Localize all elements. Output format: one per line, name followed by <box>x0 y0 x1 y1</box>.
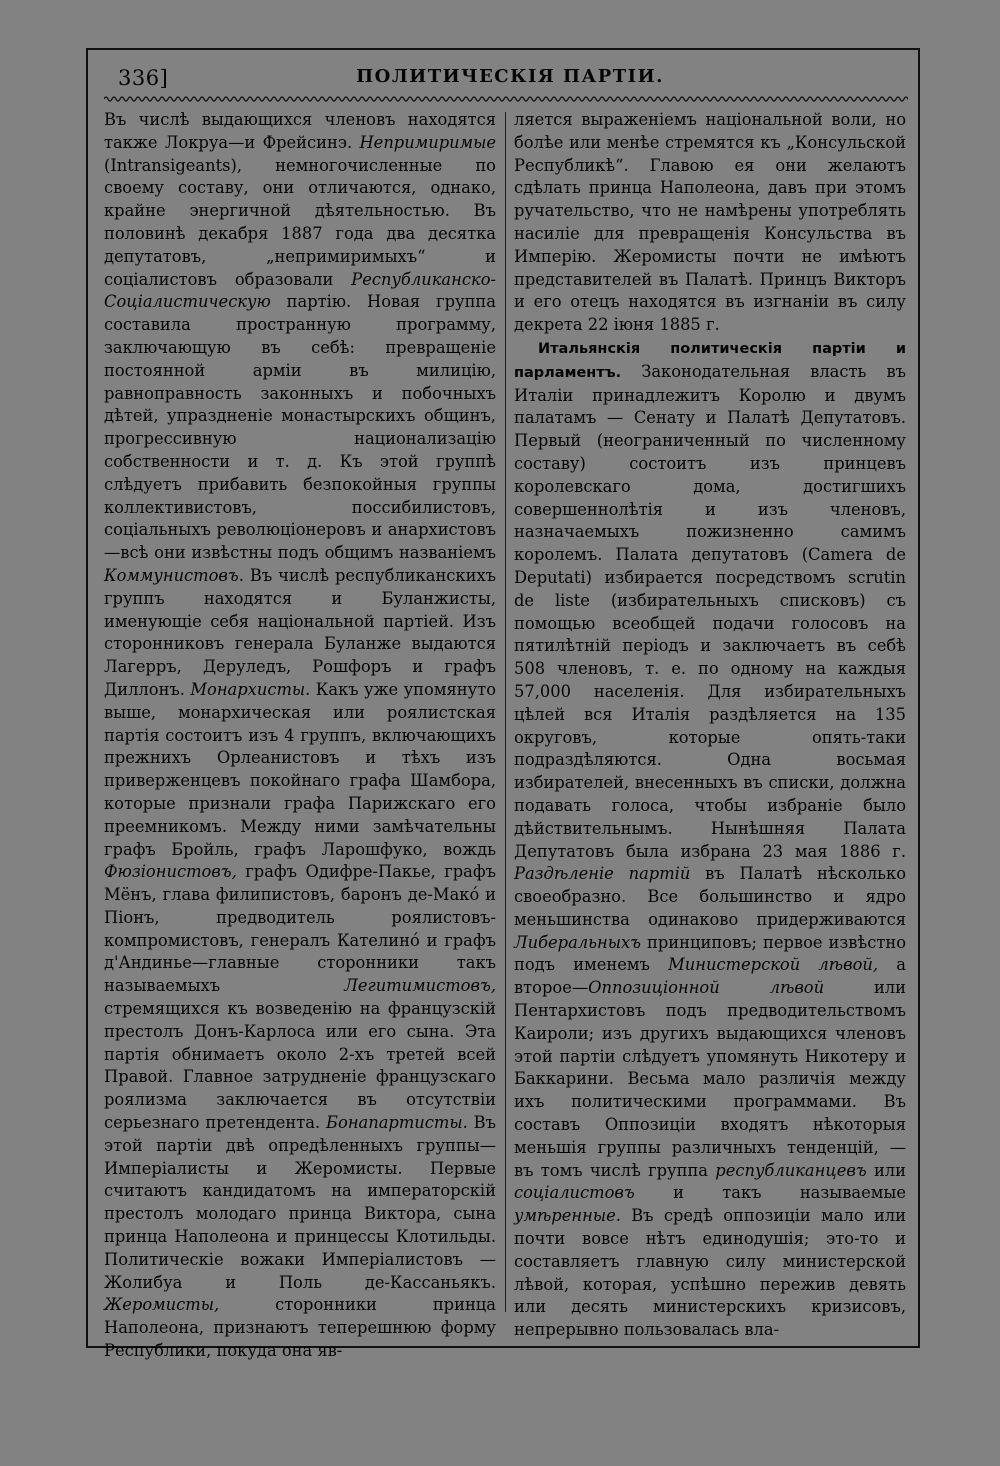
italic-term: Бонапартисты. <box>326 1113 468 1133</box>
page-title: ПОЛИТИЧЕСКIЯ ПАРТIИ. <box>356 66 664 87</box>
text-run: принциповъ; первое извѣстно подъ именемъ <box>514 932 906 975</box>
right-column <box>514 109 906 1342</box>
text-run: или Пентархистовъ подъ предводительствомъ Каироли; изъ другихъ выдающихся членовъ этой партiи слѣдуетъ упомянуть Никотеру и Баккарини. Весьма мало различiя между ихъ политическими программами. Въ составъ Оппозицiи входятъ нѣкоторыя меньшiя группы различныхъ тенденцiй, — въ томъ числѣ группа <box>514 978 906 1180</box>
right-paragraph <box>514 337 906 1342</box>
text-run: Въ этой партiи двѣ опредѣленныхъ группы—Имперiалисты и Жеромисты. Первые считаютъ кандидатомъ на императорскiй престолъ молодаго принца Виктора, сына принца Наполеона и принцессы Клотильды. Политическiе вожаки Имперiалистовъ — Жолибуа и Поль де-Кассаньякъ. <box>104 1113 496 1292</box>
wavy-rule <box>104 94 908 104</box>
text-run: а второе— <box>514 955 906 998</box>
text-run: партiю. Новая группа составила пространную программу, заключающую въ себѣ: превращенiе постоянной армiи въ милицiю, равноправность законныхъ и побочныхъ дѣтей, упраздненiе монастырскихъ общинъ, прогрессивную национализацiю собственности и т. д. Къ этой группѣ слѣдуетъ прибавить безпокойныя группы коллективистовъ, поссибилистовъ, соцiальныхъ революцiонеровъ и анархистовъ—всѣ они извѣстны подъ общимъ названiемъ <box>104 292 496 563</box>
italic-term: Жеромисты, <box>104 1295 220 1315</box>
italic-term: Фюзiонистовъ, <box>104 862 237 882</box>
left-paragraph <box>104 109 496 1363</box>
italic-term: Непримиримые <box>359 132 496 152</box>
text-run: сторонники принца Наполеона, признаютъ теперешнюю форму Республики, покуда она яв- <box>104 1295 496 1361</box>
text-run: Законодательная власть въ Италiи принадлежитъ Королю и двумъ палатамъ — Сенату и Палатѣ Депутатовъ. Первый (неограниченный по численному составу) состоитъ изъ принцевъ королевскаго дома, достигшихъ совершеннолѣтiя и изъ членовъ, назначаемыхъ пожизненно самимъ королемъ. Палата депутатовъ (Camera de Deputati) избирается посредствомъ scrutin de liste (избирательныхъ списковъ) съ помощью всеобщей подачи голосовъ на пятилѣтнiй перiодъ и заключаетъ въ себѣ 508 членовъ, т. е. по одному на каждыя 57,000 населенiя. Для избирательныхъ цѣлей вся Италiя раздѣляется на 135 округовъ, которые опять-таки подраздѣляются. Одна восьмая избирателей, внесенныхъ въ списки, должна подавать голоса, чтобы избранiе было дѣйствительнымъ. Нынѣшняя Палата Депутатовъ была избрана 23 мая 1886 г. <box>514 361 906 861</box>
italic-term: соцiалистовъ <box>514 1183 635 1203</box>
italic-term: Оппозицiонной лѣвой <box>588 978 825 998</box>
page-header <box>110 64 910 94</box>
italic-term: Коммунистовъ <box>104 565 239 585</box>
text-run: . Въ числѣ республиканскихъ группъ находятся и Буланжисты, именующiе себя нацiональной партiей. Изъ сторонниковъ генерала Буланже выдаются Лагерръ, Деруледъ, Рошфоръ и графъ Диллонъ. <box>104 565 496 699</box>
text-run: Въ числѣ выдающихся членовъ находятся также Локруа—и Фрейсинэ. <box>104 110 496 152</box>
text-run: Въ средѣ оппозицiи мало или почти вовсе нѣтъ единодушiя; это-то и составляетъ главную силу министерской лѣвой, которая, успѣшно пережив девять или десять министерскихъ кризисовъ, непрерывно пользовалась вла- <box>514 1206 906 1340</box>
text-run: въ Палатѣ нѣсколько своеобразно. Все большинство и ядро меньшинства одинаково придерживаются <box>514 864 906 929</box>
italic-term: Либеральныхъ <box>514 932 642 952</box>
right-paragraph: ляется выраженiемъ нацiональной воли, но болѣе или менѣе стремятся къ „Консульской Республикѣ“. Главою ея они желаютъ сдѣлать принца Наполеона, давъ при этомъ ручательство, что не намѣрены употреблять насилiе для превращенiя Консульства въ Имперiю. Жеромисты почти не имѣютъ представителей въ Палатѣ. Принцъ Викторъ и его отецъ находятся въ изгнанiи въ силу декрета 22 iюня 1885 г. <box>514 110 906 335</box>
text-run: или <box>866 1160 906 1180</box>
text-run: Какъ уже упомянуто выше, монархическая или роялистская партiя состоитъ изъ 4 группъ, включающихъ прежнихъ Орлеанистовъ и тѣхъ изъ приверженцевъ покойнаго графа Шамбора, которые признали графа Парижскаго его преемникомъ. Между ними замѣчательны графъ Бройль, графъ Ларошфуко, вождь <box>104 679 496 859</box>
column-divider <box>505 112 506 1312</box>
text-run: графъ Одифре-Пакье, графъ Мёнъ, глава филипистовъ, баронъ де-Макó и Пiонъ, предводитель роялистовъ-компромистовъ, генералъ Кателинó и графъ д'Андинье—главные сторонники такъ называемыхъ <box>104 862 496 996</box>
italic-term: Монархисты. <box>190 679 311 699</box>
italic-term: Республиканско-Соцiалистическую <box>104 269 496 312</box>
text-run: и такъ называемые <box>634 1183 906 1203</box>
text-run: (Intransigeants), немногочисленные по своему составу, они отличаются, однако, крайне энергичной дѣятельностью. Въ половинѣ декабря 1887 года два десятка депутатовъ, „непримиримыхъ“ и соцiалистовъ образовали <box>104 155 496 289</box>
page-number: 336] <box>118 66 169 90</box>
italic-term: Раздѣленiе партiй <box>514 864 691 884</box>
italic-term: умѣренные. <box>514 1206 621 1226</box>
italic-term: Легитимистовъ, <box>344 976 496 996</box>
section-heading: Итальянскiя политическiя партiи и парламентъ. <box>514 340 906 381</box>
italic-term: Министерской лѣвой, <box>668 955 879 975</box>
left-column <box>104 109 496 1363</box>
italic-term: республиканцевъ <box>715 1160 867 1180</box>
text-run: стремящихся къ возведенiю на французскiй престолъ Донъ-Карлоса или его сына. Эта партiя обнимаетъ около 2-хъ третей всей Правой. Главное затрудненiе французскаго роялизма заключается въ отсутствiи серьезнаго претендента. <box>104 999 496 1133</box>
